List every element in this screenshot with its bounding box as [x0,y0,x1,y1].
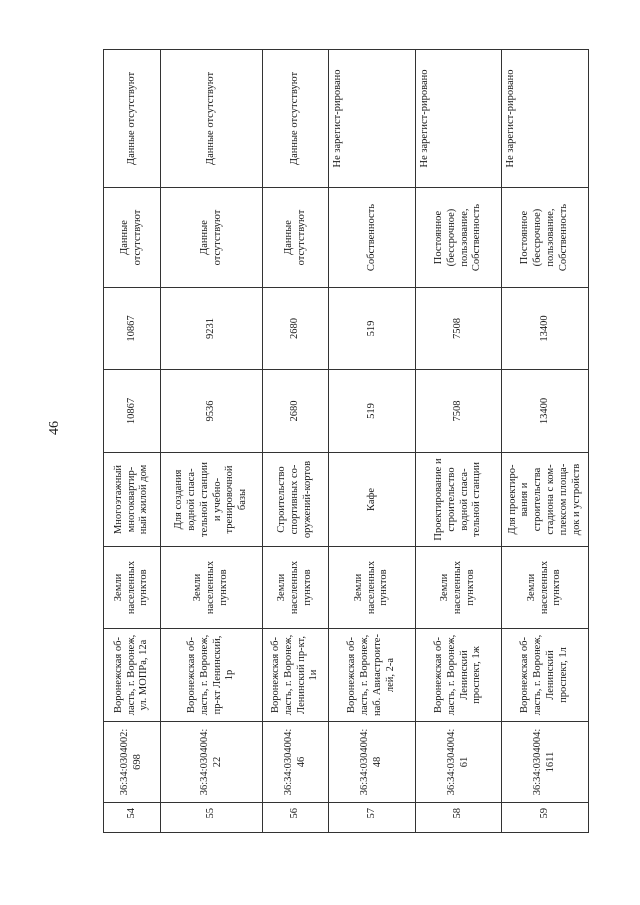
cell-area2: 10867 [104,288,161,370]
cell-area1: 7508 [416,370,502,453]
cell-no: 55 [161,803,263,833]
cell-use: Кафе [329,453,416,547]
table-row [416,50,502,833]
cell-cadastral: 36:34:0304002:698 [104,722,161,803]
cell-right: Данные отсутствуют [104,188,161,288]
cell-no: 59 [502,803,589,833]
cell-use: Многоэтажный многоквартир-ный жилой дом [104,453,161,547]
cell-use: Проектирование и строительство водной спаса-тельной станции [416,453,502,547]
table-row [329,50,416,833]
cell-address: Воронежская об-ласть, г. Воронеж, Ленинский пр-кт, 1и [263,629,329,722]
cell-encumbrance: Данные отсутствуют [161,50,263,188]
cell-category: Земли населенных пунктов [502,547,589,629]
cell-address: Воронежская об-ласть, г. Воронеж, наб. Авиастроите-лей, 2-а [329,629,416,722]
cell-address: Воронежская об-ласть, г. Воронеж, Ленинский проспект, 1ж [416,629,502,722]
cell-use: Для проектиро-вания и строительства стадиона с ком-плексом площа-док и устройств [502,453,589,547]
cell-encumbrance: Не зарегист-рировано [502,50,589,188]
cell-category: Земли населенных пунктов [104,547,161,629]
cell-cadastral: 36:34:0304004:48 [329,722,416,803]
cell-address: Воронежская об-ласть, г. Воронеж, Ленинский проспект, 1л [502,629,589,722]
cell-right: Данные отсутствуют [161,188,263,288]
cell-no: 57 [329,803,416,833]
cell-cadastral: 36:34:0304004:1611 [502,722,589,803]
land-plots-table [103,49,589,833]
cell-area1: 519 [329,370,416,453]
table-row [161,50,263,833]
cell-cadastral: 36:34:0304004:46 [263,722,329,803]
cell-no: 58 [416,803,502,833]
cell-no: 54 [104,803,161,833]
cell-area1: 13400 [502,370,589,453]
table-row [502,50,589,833]
cell-right: Собственность [329,188,416,288]
cell-category: Земли населенных пунктов [329,547,416,629]
document-table-container [103,50,588,833]
cell-use: Строительство спортивных со-оружений-кортов [263,453,329,547]
cell-category: Земли населенных пунктов [263,547,329,629]
cell-right: Данные отсутствуют [263,188,329,288]
cell-right: Постоянное (бессрочное) пользование, Собственность [416,188,502,288]
cell-area2: 519 [329,288,416,370]
cell-area2: 7508 [416,288,502,370]
cell-area1: 9536 [161,370,263,453]
cell-area2: 2680 [263,288,329,370]
cell-category: Земли населенных пунктов [416,547,502,629]
cell-cadastral: 36:34:0304004:22 [161,722,263,803]
cell-area1: 2680 [263,370,329,453]
cell-right: Постоянное (бессрочное) пользование, Собственность [502,188,589,288]
cell-address: Воронежская об-ласть, г. Воронеж, пр-кт Ленинский, 1р [161,629,263,722]
cell-cadastral: 36:34:0304004:61 [416,722,502,803]
cell-category: Земли населенных пунктов [161,547,263,629]
cell-use: Для создания водной спаса-тельной станции и учебно-тренировочной базы [161,453,263,547]
table-row [104,50,161,833]
cell-encumbrance: Данные отсутствуют [263,50,329,188]
cell-encumbrance: Данные отсутствуют [104,50,161,188]
cell-no: 56 [263,803,329,833]
cell-address: Воронежская об-ласть, г. Воронеж, ул. МОПРа, 12а [104,629,161,722]
cell-encumbrance: Не зарегист-рировано [329,50,416,188]
cell-area1: 10867 [104,370,161,453]
table-row [263,50,329,833]
cell-encumbrance: Не зарегист-рировано [416,50,502,188]
cell-area2: 13400 [502,288,589,370]
page-number: 46 [47,421,62,435]
cell-area2: 9231 [161,288,263,370]
